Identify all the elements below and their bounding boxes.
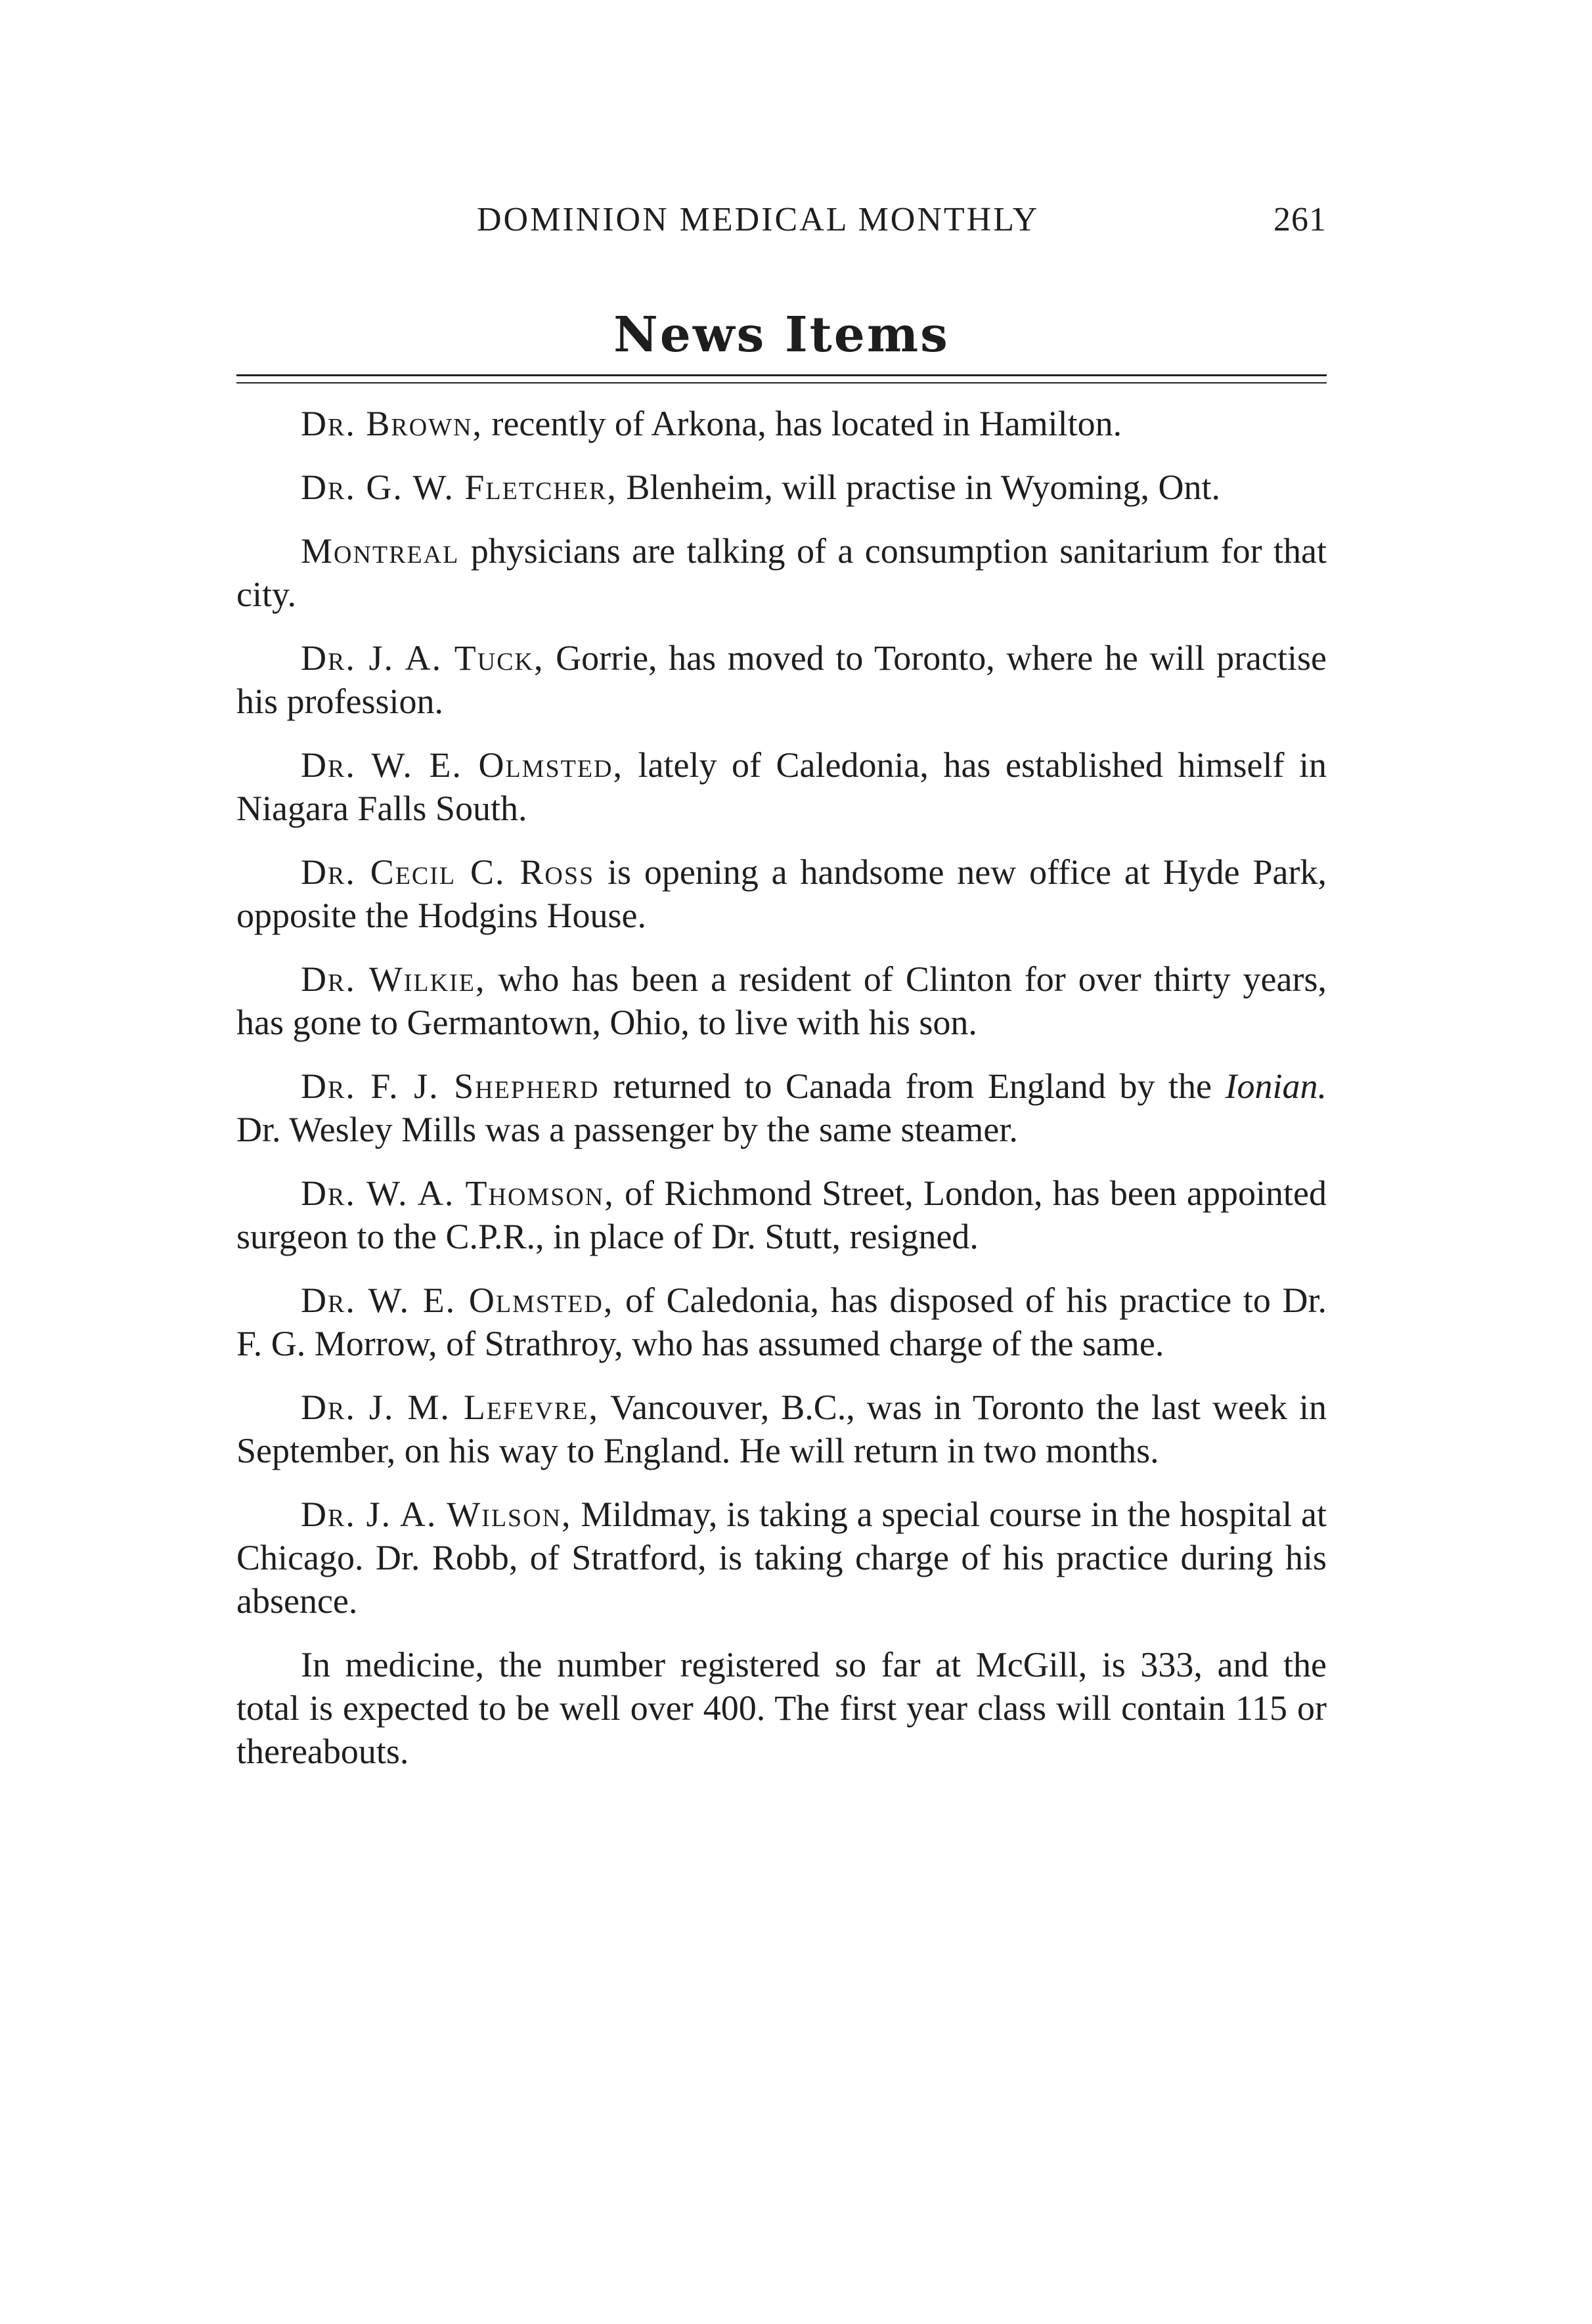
item-text: In medicine, the number registered so far at McGill, is 333, and the total is expected to be well over 400. The first year class will contain 115 or thereabouts. bbox=[236, 1645, 1327, 1771]
item-text: Mildmay, is taking a special course in the hospital at Chicago. Dr. Robb, of Stratford, is taking charge of his practice during his absence. bbox=[236, 1495, 1327, 1621]
item-text: physicians are talking of a consumption sanitarium for that city. bbox=[236, 531, 1327, 614]
running-head bbox=[0, 197, 1327, 243]
item-text: recently of Arkona, has located in Hamilton. bbox=[482, 404, 1122, 443]
running-title: DOMINION MEDICAL MONTHLY bbox=[477, 201, 1040, 238]
item-text: Gorrie, has moved to Toronto, where he will practise his profession. bbox=[236, 638, 1327, 721]
news-item bbox=[236, 743, 1327, 830]
news-item bbox=[236, 1643, 1327, 1773]
item-name: Dr. J. A. Wilson, bbox=[301, 1495, 572, 1534]
news-item bbox=[236, 1493, 1327, 1623]
item-text: is opening a handsome new office at Hyde Park, opposite the Hodgins House. bbox=[236, 852, 1327, 935]
news-item bbox=[236, 1386, 1327, 1472]
news-items bbox=[236, 402, 1327, 1773]
item-name: Dr. W. E. Olmsted, bbox=[301, 1281, 614, 1320]
item-name: Dr. Cecil C. Ross bbox=[301, 852, 595, 892]
news-item bbox=[236, 957, 1327, 1044]
item-name: Dr. J. A. Tuck, bbox=[301, 638, 544, 678]
news-item bbox=[236, 1064, 1327, 1151]
news-item bbox=[236, 636, 1327, 723]
title-rule-secondary bbox=[236, 382, 1327, 384]
page-number: 261 bbox=[1273, 201, 1327, 238]
item-name: Dr. W. E. Olmsted, bbox=[301, 745, 623, 785]
news-item bbox=[236, 529, 1327, 616]
item-text: lately of Caledonia, has established himself in Niagara Falls South. bbox=[236, 745, 1327, 828]
ship-name: Ionian. bbox=[1225, 1066, 1327, 1106]
item-text-continued: Dr. Wesley Mills was a passenger by the same steamer. bbox=[236, 1110, 1018, 1149]
item-text: returned to Canada from England by the bbox=[599, 1066, 1226, 1106]
item-name: Dr. Brown, bbox=[301, 404, 483, 443]
news-item bbox=[236, 850, 1327, 937]
news-item bbox=[236, 1279, 1327, 1365]
news-item bbox=[236, 466, 1327, 509]
item-text: Vancouver, B.C., was in Toronto the last week in September, on his way to England. He will return in two months. bbox=[236, 1388, 1327, 1470]
item-name: Dr. F. J. Shepherd bbox=[301, 1066, 600, 1106]
item-name: Montreal bbox=[301, 531, 460, 571]
item-text: of Caledonia, has disposed of his practice to Dr. F. G. Morrow, of Strathroy, who has assumed charge of the same. bbox=[236, 1281, 1327, 1363]
item-name: Dr. W. A. Thomson, bbox=[301, 1173, 615, 1213]
item-text: who has been a resident of Clinton for over thirty years, has gone to Germantown, Ohio, to live with his son. bbox=[236, 959, 1327, 1042]
item-name: Dr. J. M. Lefevre, bbox=[301, 1388, 599, 1427]
news-item bbox=[236, 1172, 1327, 1258]
item-name: Dr. Wilkie, bbox=[301, 959, 486, 999]
title-rule bbox=[236, 374, 1327, 376]
item-text: Blenheim, will practise in Wyoming, Ont. bbox=[617, 468, 1221, 507]
section-title: News Items bbox=[613, 307, 950, 363]
item-name: Dr. G. W. Fletcher, bbox=[301, 468, 617, 507]
news-item bbox=[236, 402, 1327, 445]
item-text: of Richmond Street, London, has been appointed surgeon to the C.P.R., in place of Dr. Stutt, resigned. bbox=[236, 1173, 1327, 1256]
